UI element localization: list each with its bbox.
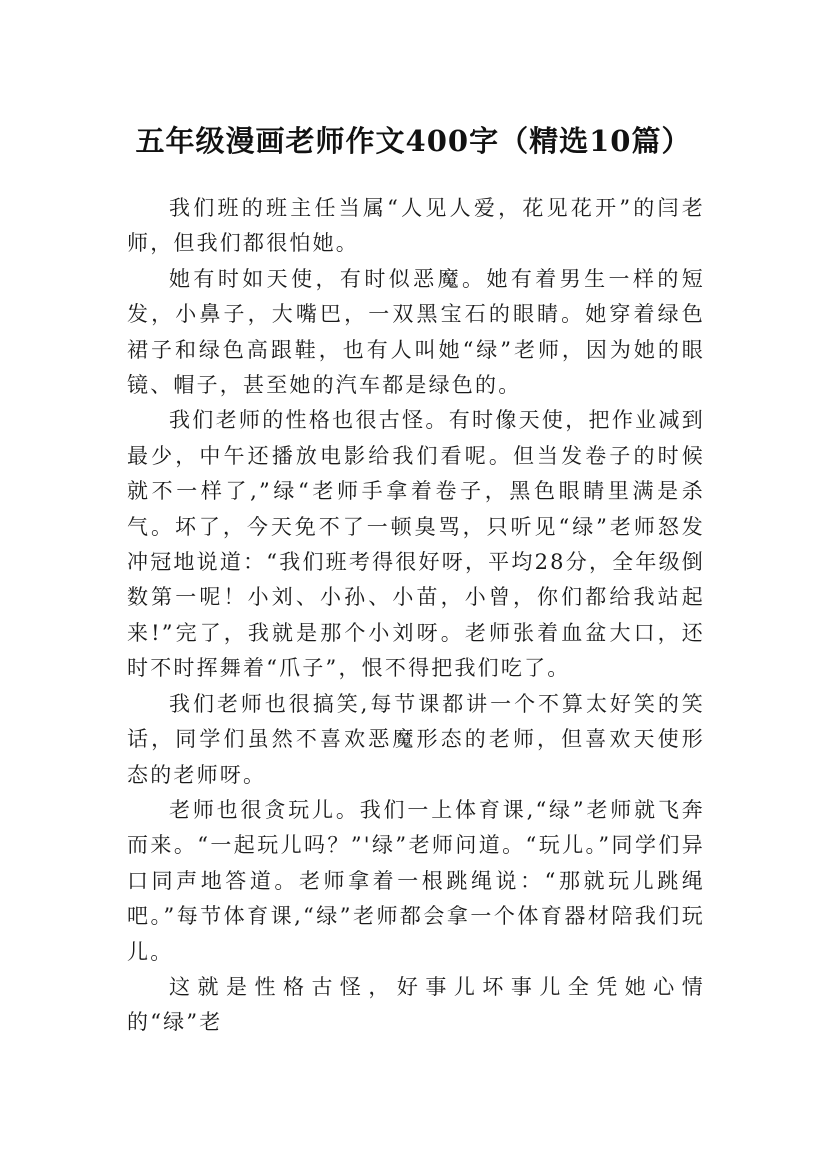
paragraph: 我们班的班主任当属“人见人爱，花见花开”的闫老师，但我们都很怕她。 <box>127 196 705 256</box>
document-body <box>127 191 705 1041</box>
paragraph: 我们老师的性格也很古怪。有时像天使，把作业减到最少，中午还播放电影给我们看呢。但当发卷子的时候就不一样了,”绿“老师手拿着卷子，黑色眼睛里满是杀气。坏了，今天免不了一顿臭骂，只听见“绿”老师怒发冲冠地说道：“我们班考得很好呀，平均28分，全年级倒数第一呢！小刘、小孙、小苗，小曾，你们都给我站起来!”完了，我就是那个小刘呀。老师张着血盆大口，还时不时挥舞着“爪子”，恨不得把我们吃了。 <box>127 408 705 681</box>
paragraph: 老师也很贪玩儿。我们一上体育课,“绿”老师就飞奔而来。“一起玩儿吗？”'绿”老师问道。“玩儿。”同学们异口同声地答道。老师拿着一根跳绳说：“那就玩儿跳绳吧。”每节体育课,“绿”老师都会拿一个体育器材陪我们玩儿。 <box>127 797 705 964</box>
document-title: 五年级漫画老师作文400字（精选10篇） <box>135 124 692 159</box>
paragraph: 她有时如天使，有时似恶魔。她有着男生一样的短发，小鼻子，大嘴巴，一双黑宝石的眼睛。她穿着绿色裙子和绿色高跟鞋，也有人叫她“绿”老师，因为她的眼镜、帽子，甚至她的汽车都是绿色的。 <box>127 266 705 398</box>
paragraph: 我们老师也很搞笑,每节课都讲一个不算太好笑的笑话，同学们虽然不喜欢恶魔形态的老师，但喜欢天使形态的老师呀。 <box>127 691 705 787</box>
paragraph: 这就是性格古怪，好事儿坏事儿全凭她心情的“绿”老 <box>127 974 705 1035</box>
